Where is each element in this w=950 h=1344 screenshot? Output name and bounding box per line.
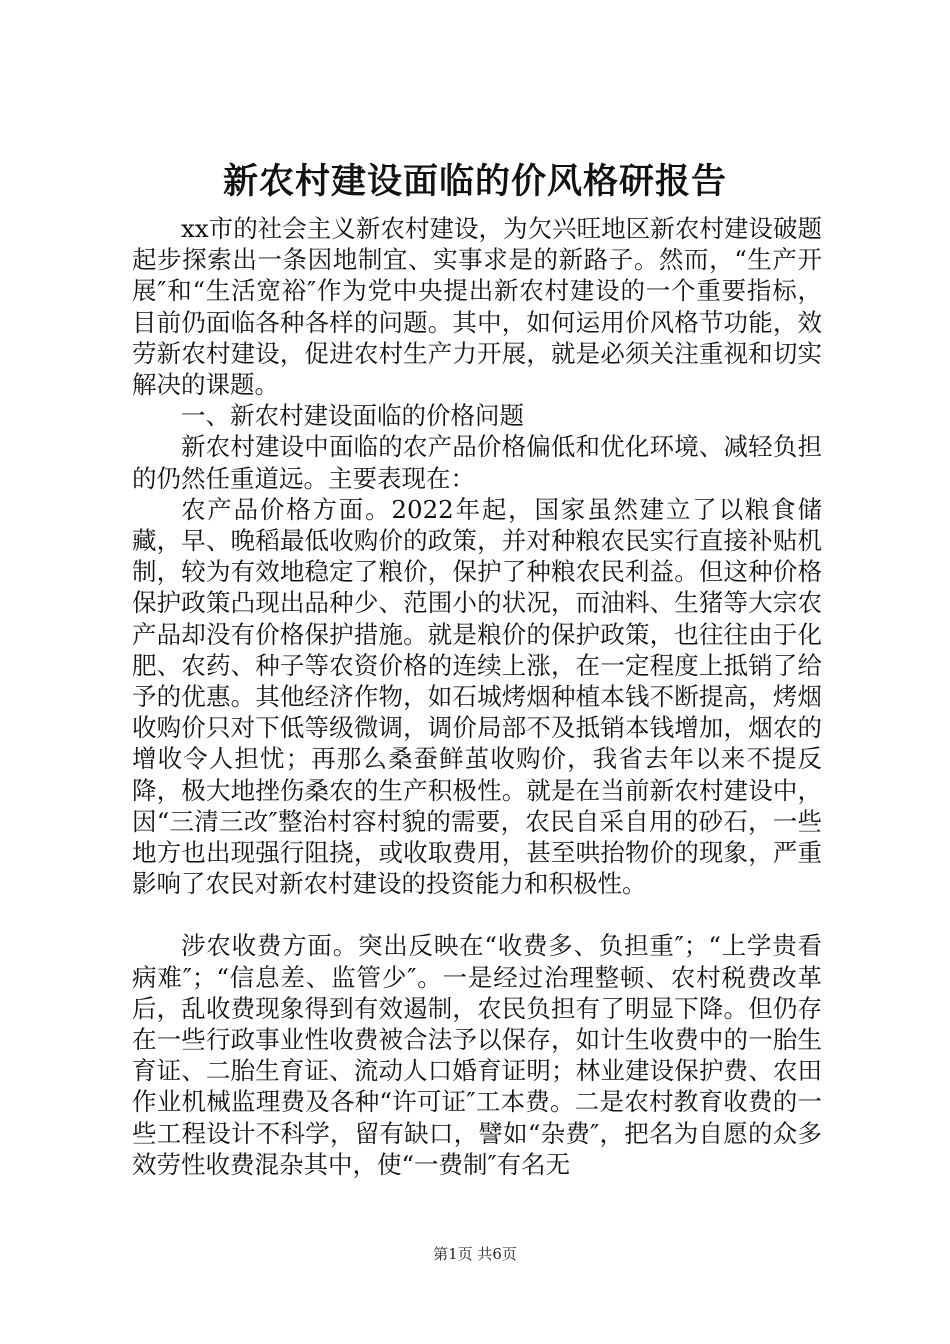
- paragraph-product-prices: 农产品价格方面。2022年起，国家虽然建立了以粮食储藏，早、晚稻最低收购价的政策，并对种粮农民实行直接补贴机制，较为有效地稳定了粮价，保护了种粮农民利益。但这种价格保护政策凸现出品种少、范围小的状况，而油料、生猪等大宗农产品却没有价格保护措施。就是粮价的保护政策，也往往由于化肥、农药、种子等农资价格的连续上涨，在一定程度上抵销了给予的优惠。其他经济作物，如石城烤烟种植本钱不断提高，烤烟收购价只对下低等级微调，调价局部不及抵销本钱增加，烟农的增收令人担忧；再那么桑蚕鲜茧收购价，我省去年以来不提反降，极大地挫伤桑农的生产积极性。就是在当前新农村建设中，因“三清三改″整治村容村貌的需要，农民自采自用的砂石，一些地方也出现强行阻挠，或收取费用，甚至哄抬物价的现象，严重影响了农民对新农村建设的投资能力和积极性。: [132, 494, 822, 899]
- document-title: 新农村建设面临的价风格研报告: [222, 161, 727, 202]
- paragraph-agri-fees: 涉农收费方面。突出反映在“收费多、负担重″；“上学贵看病难″；“信息差、监管少″。一是经过治理整顿、农村税费改革后，乱收费现象得到有效遏制，农民负担有了明显下降。但仍存在一些行政事业性收费被合法予以保存，如计生收费中的一胎生育证、二胎生育证、流动人口婚育证明；林业建设保护费、农田作业机械监理费及各种“许可证″工本费。二是农村教育收费的一些工程设计不科学，留有缺口，譬如“杂费″，把名为自愿的众多效劳性收费混杂其中，使“一费制″有名无: [132, 931, 822, 1179]
- page-number: 第1页 共6页: [433, 1245, 517, 1263]
- paragraph-overview: 新农村建设中面临的农产品价格偏低和优化环境、减轻负担的仍然任重道远。主要表现在：: [132, 432, 822, 493]
- document-body: [132, 213, 822, 1180]
- section-heading-1: 一、新农村建设面临的价格问题: [181, 401, 524, 431]
- paragraph-intro: xx市的社会主义新农村建设，为欠兴旺地区新农村建设破题起步探索出一条因地制宜、实事求是的新路子。然而，“生产开展″和“生活宽裕″作为党中央提出新农村建设的一个重要指标，目前仍面临各种各样的问题。其中，如何运用价风格节功能，效劳新农村建设，促进农村生产力开展，就是必须关注重视和切实解决的课题。: [132, 214, 822, 400]
